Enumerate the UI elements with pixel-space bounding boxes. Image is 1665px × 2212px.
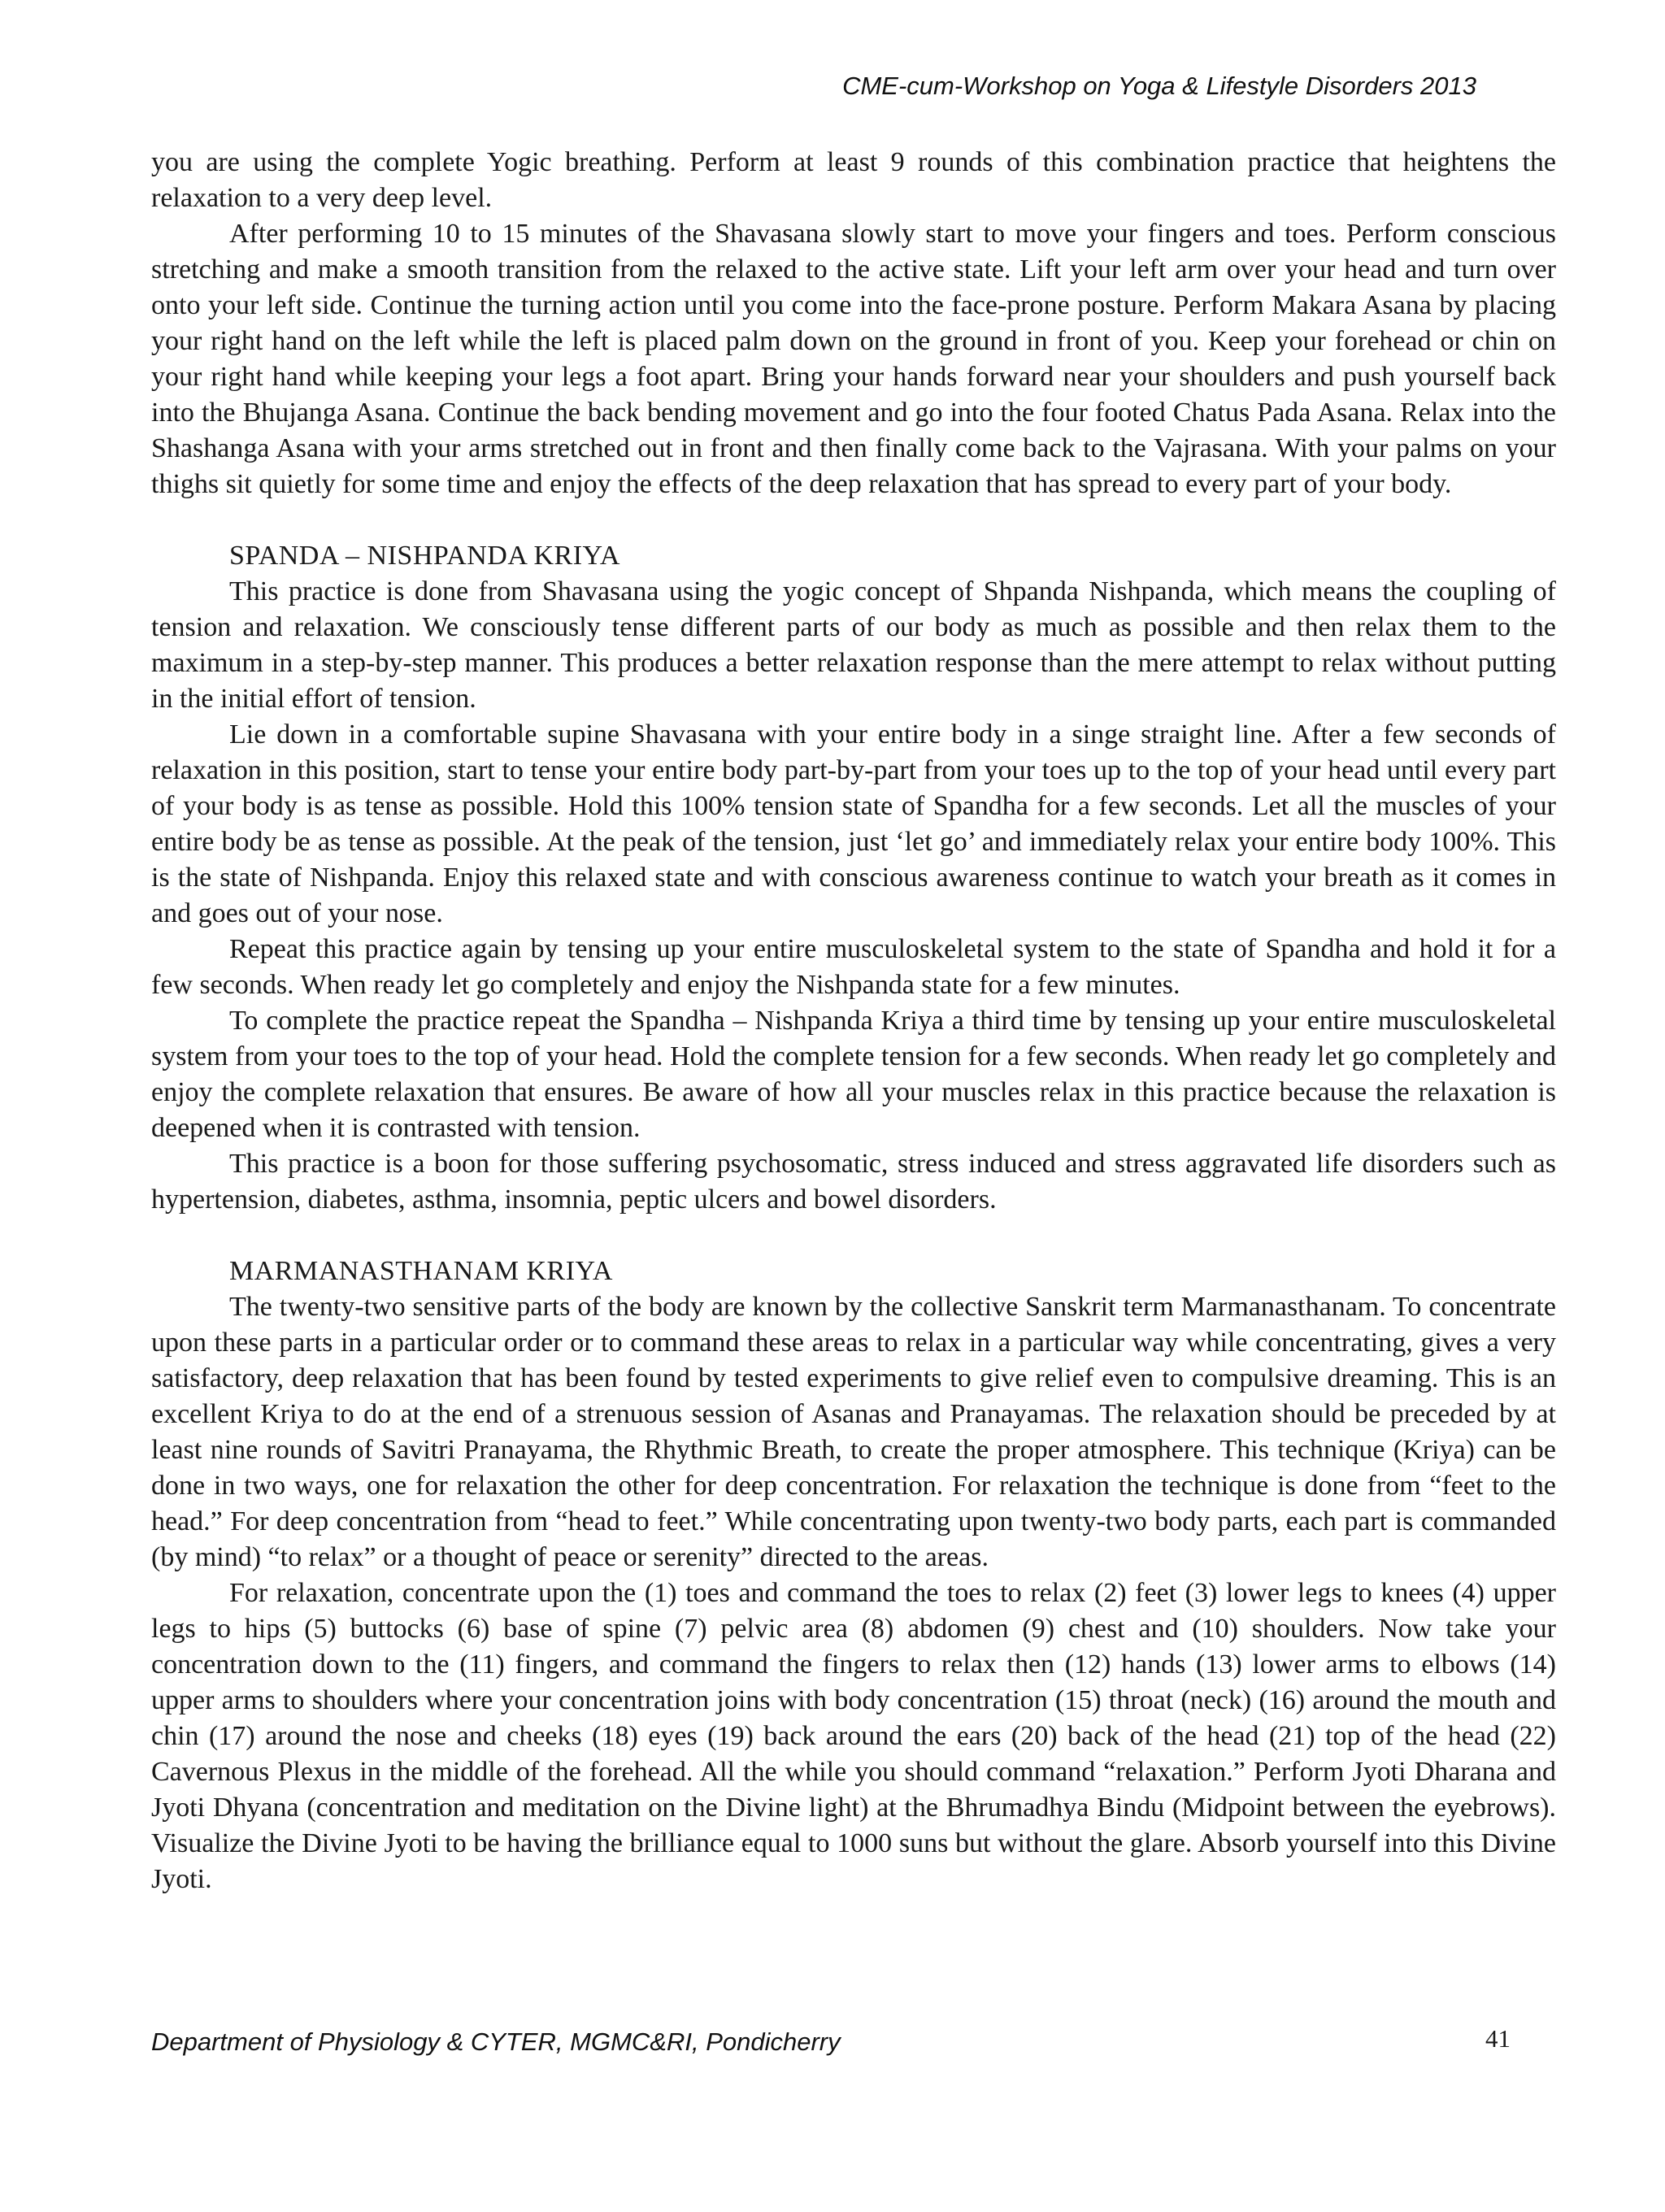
running-footer: Department of Physiology & CYTER, MGMC&RI, Pondicherry bbox=[151, 2027, 841, 2056]
page-body bbox=[151, 145, 1556, 1897]
spanda-paragraph: To complete the practice repeat the Spandha – Nishpanda Kriya a third time by tensing up your entire musculoskeletal system from your toes to the top of your head. Hold the complete tension for a few seconds. When ready let go completely and enjoy the complete relaxation that ensures. Be aware of how all your muscles relax in this practice because the relaxation is deepened when it is contrasted with tension. bbox=[151, 1006, 1556, 1143]
marmanasthanam-paragraph: For relaxation, concentrate upon the (1) toes and command the toes to relax (2) feet (3) lower legs to knees (4) upper legs to hips (5) buttocks (6) base of spine (7) pelvic area (8) abdomen (9) chest and (10) shoulders. Now take your concentration down to the (11) fingers, and command the fingers to relax then (12) hands (13) lower arms to elbows (14) upper arms to shoulders where your concentration joins with body concentration (15) throat (neck) (16) around the mouth and chin (17) around the nose and cheeks (18) eyes (19) back around the ears (20) back of the head (21) top of the head (22) Cavernous Plexus in the middle of the forehead. All the while you should command “relaxation.” Perform Jyoti Dharana and Jyoti Dhyana (concentration and meditation on the Divine light) at the Bhrumadhya Bindu (Midpoint between the eyebrows). Visualize the Divine Jyoti to be having the brilliance equal to 1000 suns but without the glare. Absorb yourself into this Divine Jyoti. bbox=[151, 1578, 1556, 1894]
spanda-paragraph: Lie down in a comfortable supine Shavasana with your entire body in a singe straight line. After a few seconds of relaxation in this position, start to tense your entire body part-by-part from your toes up to the top of your head until every part of your body is as tense as possible. Hold this 100% tension state of Spandha for a few seconds. Let all the muscles of your entire body be as tense as possible. At the peak of the tension, just ‘let go’ and immediately relax your entire body 100%. This is the state of Nishpanda. Enjoy this relaxed state and with conscious awareness continue to watch your breath as it comes in and goes out of your nose. bbox=[151, 719, 1556, 928]
spanda-paragraph: This practice is a boon for those suffering psychosomatic, stress induced and stress aggravated life disorders such as hypertension, diabetes, asthma, insomnia, peptic ulcers and bowel disorders. bbox=[151, 1149, 1556, 1215]
continued-paragraph: you are using the complete Yogic breathing. Perform at least 9 rounds of this combination practice that heightens the relaxation to a very deep level. bbox=[151, 147, 1556, 213]
marmanasthanam-paragraph: The twenty-two sensitive parts of the body are known by the collective Sanskrit term Marmanasthanam. To concentrate upon these parts in a particular order or to command these areas to relax in a particular way while concentrating, gives a very satisfactory, deep relaxation that has been found by tested experiments to give relief even to compulsive dreaming. This is an excellent Kriya to do at the end of a strenuous session of Asanas and Pranayamas. The relaxation should be preceded by at least nine rounds of Savitri Pranayama, the Rhythmic Breath, to create the proper atmosphere. This technique (Kriya) can be done in two ways, one for relaxation the other for deep concentration. For relaxation the technique is done from “feet to the head.” For deep concentration from “head to feet.” While concentrating upon twenty-two body parts, each part is commanded (by mind) “to relax” or a thought of peace or serenity” directed to the areas. bbox=[151, 1292, 1556, 1572]
shavasana-transition-paragraph: After performing 10 to 15 minutes of the Shavasana slowly start to move your fingers and toes. Perform conscious stretching and make a smooth transition from the relaxed to the active state. Lift your left arm over your head and turn over onto your left side. Continue the turning action until you come into the face-prone posture. Perform Makara Asana by placing your right hand on the left while the left is placed palm down on the ground in front of you. Keep your forehead or chin on your right hand while keeping your legs a foot apart. Bring your hands forward near your shoulders and push yourself back into the Bhujanga Asana. Continue the back bending movement and go into the four footed Chatus Pada Asana. Relax into the Shashanga Asana with your arms stretched out in front and then finally come back to the Vajrasana. With your palms on your thighs sit quietly for some time and enjoy the effects of the deep relaxation that has spread to every part of your body. bbox=[151, 219, 1556, 499]
spanda-paragraph: This practice is done from Shavasana using the yogic concept of Shpanda Nishpanda, which means the coupling of tension and relaxation. We consciously tense different parts of our body as much as possible and then relax them to the maximum in a step-by-step manner. This produces a better relaxation response than the mere attempt to relax without putting in the initial effort of tension. bbox=[151, 576, 1556, 714]
spanda-nishpanda-heading: SPANDA – NISHPANDA KRIYA bbox=[229, 541, 620, 571]
marmanasthanam-heading: MARMANASTHANAM KRIYA bbox=[229, 1256, 613, 1286]
running-header: CME-cum-Workshop on Yoga & Lifestyle Disorders 2013 bbox=[842, 72, 1476, 100]
page-number: 41 bbox=[1485, 2024, 1511, 2053]
spanda-paragraph: Repeat this practice again by tensing up your entire musculoskeletal system to the state of Spandha and hold it for a few seconds. When ready let go completely and enjoy the Nishpanda state for a few minutes. bbox=[151, 934, 1556, 1000]
